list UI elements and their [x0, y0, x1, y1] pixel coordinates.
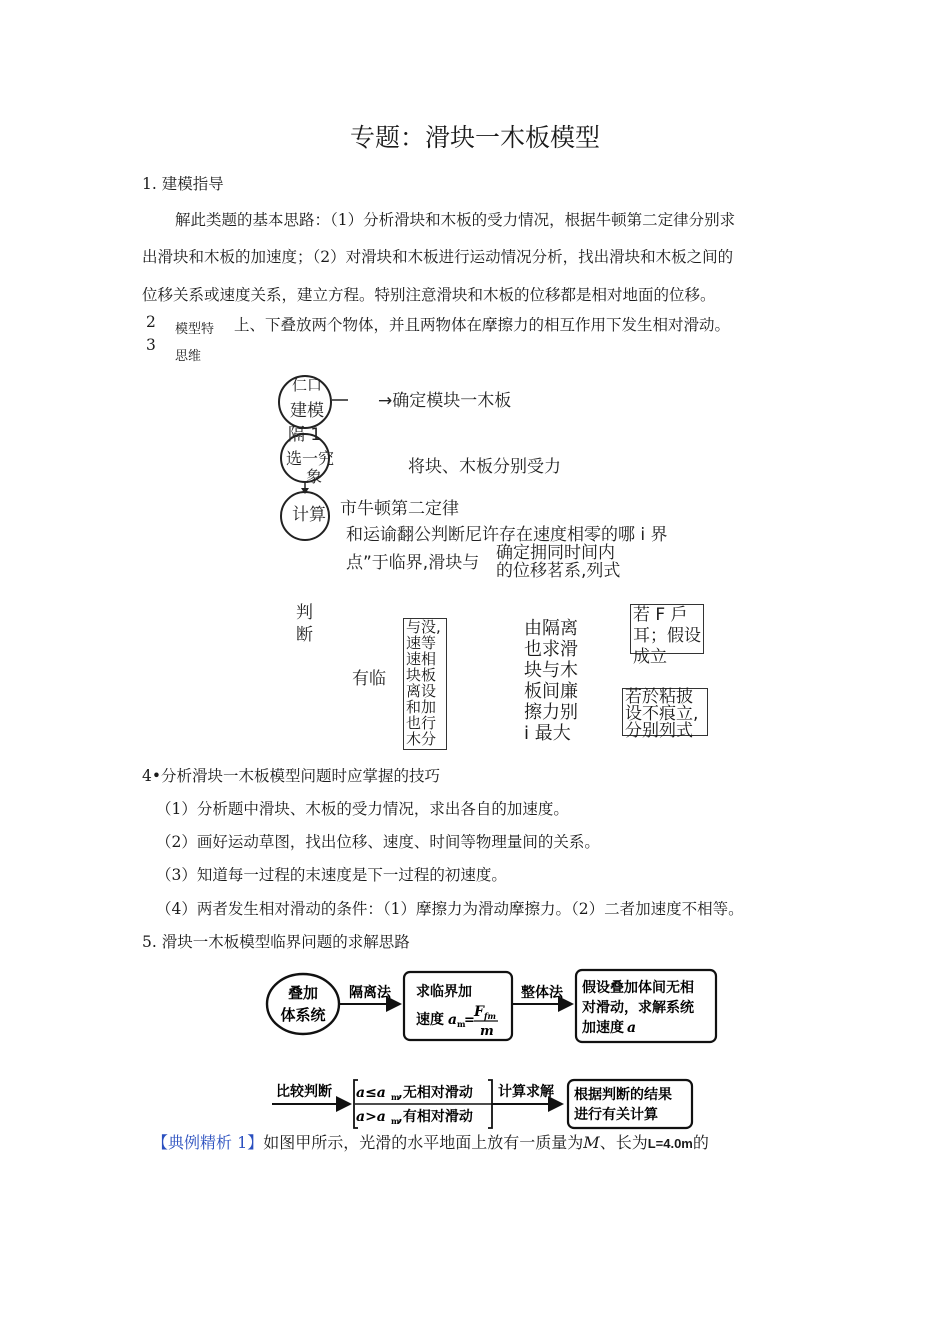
page-title: 专题：滑块一木板模型	[349, 123, 600, 152]
example-line	[152, 1130, 709, 1153]
flow-step-3: 市牛顿第二定律	[340, 499, 459, 519]
tip-item: （3）知道每一过程的末速度是下一过程的初速度。	[156, 866, 507, 884]
system-ellipse	[267, 974, 339, 1034]
ellipse-line-2: 体系统	[280, 1006, 326, 1024]
flow-step-4: 和运谕翻公判断尼许存在速度相零的哪 i 界	[346, 525, 668, 545]
box1-denominator: m	[480, 1024, 494, 1039]
circle-1-bottom: 建模	[290, 401, 324, 421]
box1-numerator: F	[474, 1004, 484, 1020]
box1-am-sub: m	[457, 1019, 466, 1029]
box2-line-1: 假设叠加体间无相	[582, 980, 694, 996]
ellipse-line-1: 叠加	[287, 984, 319, 1002]
section-3-label: 思维	[175, 349, 202, 364]
box3-line-1: 根据判断的结果	[574, 1087, 672, 1103]
condition-1-sub: m	[391, 1092, 400, 1102]
assumption-holds-box: 若 F 戶耳；假设成立	[630, 604, 704, 654]
critical-label: 有临	[352, 669, 386, 689]
critical-acceleration-box	[404, 972, 512, 1040]
box2-line-2: 对滑动，求解系统	[582, 1000, 694, 1016]
example-mass: M	[583, 1133, 600, 1152]
tip-item: （2）画好运动草图，找出位移、速度、时间等物理量间的关系。	[156, 833, 600, 851]
assumption-fails-box: 若於粘披设不痕立,分别列式	[622, 688, 708, 736]
flow-step-5: 点”于临界,滑块与	[346, 553, 480, 573]
circle-2-top: 选一究	[286, 449, 335, 468]
arrow-label-compute: 计算求解	[498, 1084, 554, 1100]
tip-item: （1）分析题中滑块、木板的受力情况，求出各自的加速度。	[156, 800, 569, 818]
arrow-label-whole: 整体法	[521, 985, 563, 1001]
arrow-label-isolation: 隔离法	[349, 985, 391, 1001]
condition-2: a>a	[356, 1109, 386, 1125]
section-2-text: 上、下叠放两个物体，并且两物体在摩擦力的相互作用下发生相对滑动。	[234, 316, 731, 334]
critical-flowchart	[258, 964, 728, 1134]
paragraph-line: 出滑块和木板的加速度；（2）对滑块和木板进行运动情况分析，找出滑块和木板之间的	[142, 248, 734, 266]
flow-step-6: 确定拥同时间内	[496, 543, 615, 563]
judge-label-2: 断	[296, 625, 313, 645]
box2-a: a	[627, 1020, 637, 1036]
paragraph-line: 解此类题的基本思路：（1）分析滑块和木板的受力情况，根据牛顿第二定律分别求	[175, 211, 736, 229]
condition-1-text: ,无相对滑动	[398, 1085, 473, 1101]
circle-2-bottom: 象	[306, 467, 323, 486]
circle-3-top: 计算	[292, 505, 326, 525]
example-text-2: 、长为	[599, 1133, 648, 1152]
condition-1: a≤a	[356, 1085, 386, 1101]
section-4-heading: 4•分析滑块一木板模型问题时应掌握的技巧	[142, 767, 441, 785]
tip-item: （4）两者发生相对滑动的条件：（1）摩擦力为滑动摩擦力。（2）二者加速度不相等。	[156, 900, 744, 918]
paragraph-line: 位移关系或速度关系，建立方程。特别注意滑块和木板的位移都是相对地面的位移。	[142, 286, 716, 304]
box3-line-2: 进行有关计算	[574, 1107, 658, 1123]
critical-condition-box: 与没,速等速相块板离设和加也行木分	[403, 618, 447, 750]
isolation-friction-text: 由隔离也求滑块与木板间廉擦力别 i 最大	[524, 618, 578, 744]
section-5-heading: 5. 滑块一木板模型临界问题的求解思路	[142, 933, 410, 951]
section-3-number: 3	[146, 336, 156, 354]
section-1-heading: 1. 建模指导	[142, 175, 224, 193]
circle-1-top: 仁口	[292, 376, 323, 394]
example-text-3: 的	[692, 1133, 709, 1152]
section-2-label: 模型特	[175, 322, 215, 337]
example-length: L=4.0m	[647, 1136, 693, 1151]
condition-2-text: ,有相对滑动	[398, 1109, 473, 1125]
example-tag: 【典例精析 1】	[152, 1133, 264, 1152]
box1-line-1: 求临界加	[416, 984, 472, 1000]
flow-step-7: 的位移茗系,列式	[496, 561, 621, 581]
box2-line-3: 加速度	[582, 1020, 624, 1036]
flowchart-side-label: 隔 1	[288, 425, 322, 445]
example-text: 如图甲所示，光滑的水平地面上放有一质量为	[263, 1133, 584, 1152]
compare-label: 比较判断	[276, 1084, 332, 1100]
judge-label: 判	[296, 603, 313, 623]
condition-2-sub: m	[391, 1116, 400, 1126]
box1-numerator-sub: fm	[484, 1011, 496, 1021]
flow-step-1: →确定模块一木板	[378, 391, 512, 411]
flow-step-2: 将块、木板分别受力	[408, 457, 561, 477]
box1-eq: =	[464, 1013, 475, 1028]
section-2-number: 2	[146, 313, 156, 331]
box1-line-2: 速度	[416, 1012, 444, 1028]
box1-am: a	[448, 1012, 458, 1028]
